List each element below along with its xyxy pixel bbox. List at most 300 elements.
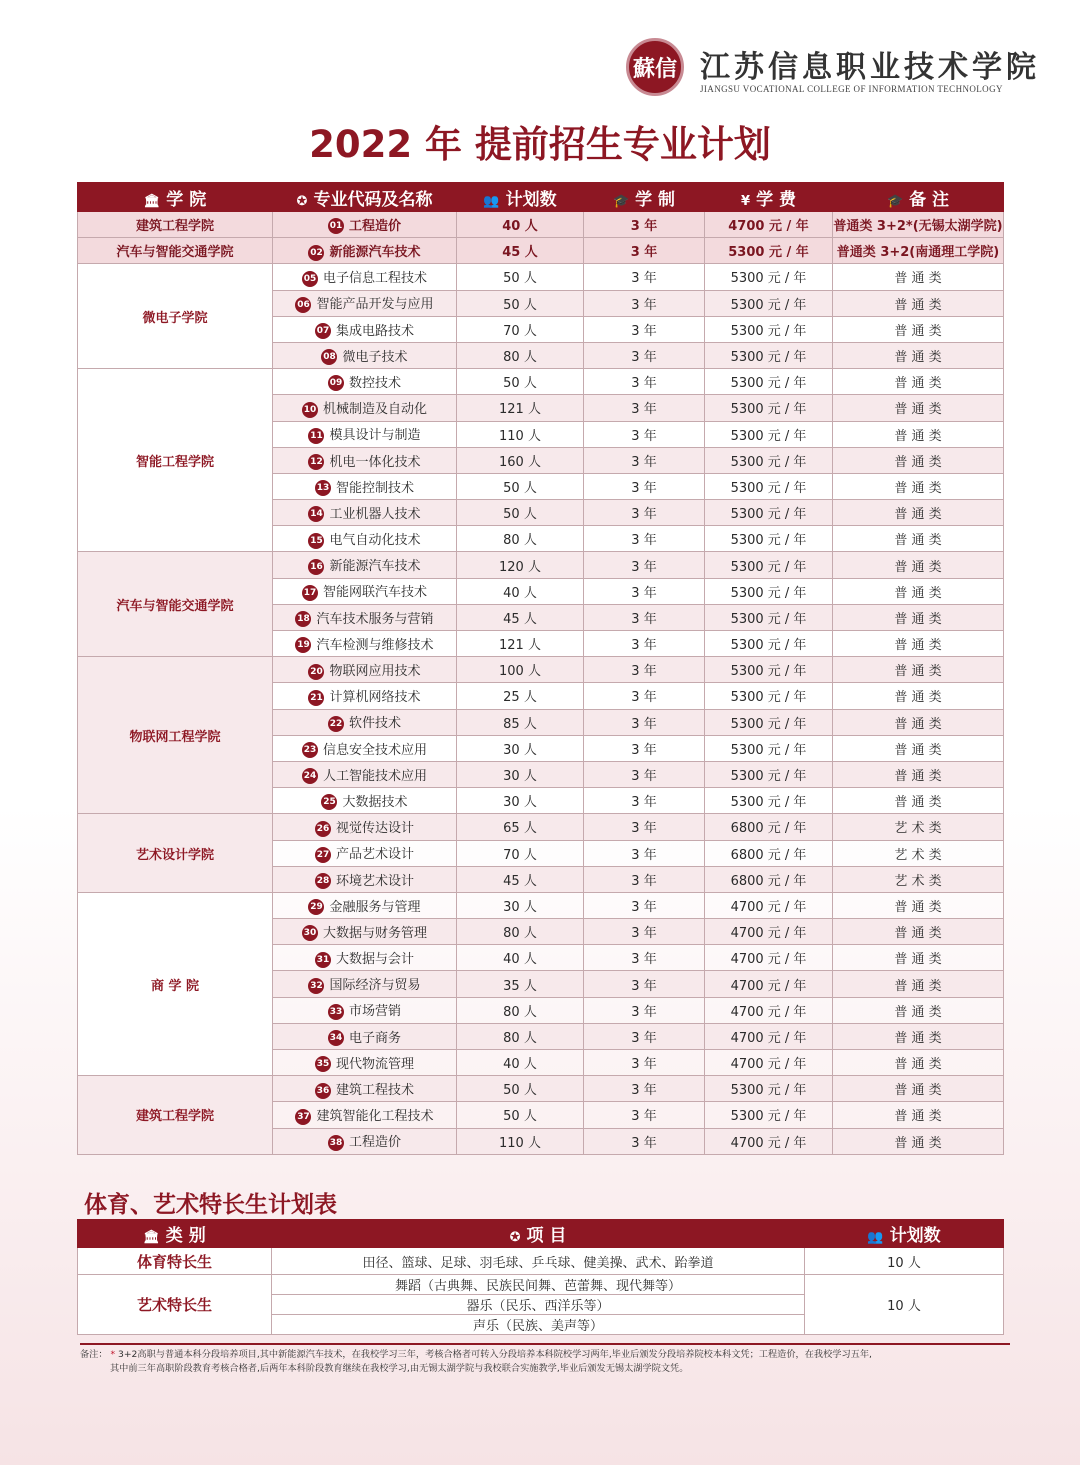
plan-count-cell: 110 人 — [457, 421, 584, 447]
program-code-badge: 28 — [315, 873, 331, 889]
note-cell: 普 通 类 — [833, 761, 1004, 787]
duration-cell: 3 年 — [584, 657, 705, 683]
plan-count-cell: 121 人 — [457, 631, 584, 657]
note-cell: 普 通 类 — [833, 788, 1004, 814]
header-fee: ¥ 学 费 — [705, 183, 833, 212]
program-cell — [273, 971, 457, 997]
note-cell: 普 通 类 — [833, 683, 1004, 709]
program-code-badge: 18 — [295, 611, 311, 627]
program-name: 汽车检测与维修技术 — [316, 637, 434, 653]
special-talent-table — [77, 1219, 1004, 1335]
program-code-badge: 13 — [315, 480, 331, 496]
program-name: 金融服务与管理 — [329, 899, 421, 915]
duration-cell: 3 年 — [584, 473, 705, 499]
note-cell: 普 通 类 — [833, 552, 1004, 578]
plan-count-cell: 50 人 — [457, 264, 584, 290]
plan-count-cell: 70 人 — [457, 316, 584, 342]
program-code-badge: 10 — [302, 402, 318, 418]
program-cell — [273, 264, 457, 290]
program-name: 建筑智能化工程技术 — [316, 1109, 434, 1125]
tuition-cell: 5300 元 / 年 — [705, 1076, 833, 1102]
program-code-badge: 09 — [328, 375, 344, 391]
note-cell: 普 通 类 — [833, 316, 1004, 342]
program-code-badge: 17 — [302, 585, 318, 601]
program-code-badge: 21 — [308, 690, 324, 706]
duration-cell: 3 年 — [584, 761, 705, 787]
tuition-cell: 4700 元 / 年 — [705, 1128, 833, 1154]
note-cell: 普 通 类 — [833, 604, 1004, 630]
note-cell: 普 通 类 — [833, 473, 1004, 499]
note-cell: 普 通 类 — [833, 892, 1004, 918]
duration-cell: 3 年 — [584, 264, 705, 290]
group-icon: 👥 — [867, 1230, 884, 1245]
program-cell — [273, 369, 457, 395]
note-cell: 普 通 类 — [833, 945, 1004, 971]
plan-count-cell: 110 人 — [457, 1128, 584, 1154]
college-cell: 建筑工程学院 — [78, 212, 273, 238]
table-row — [78, 814, 1004, 840]
tuition-cell: 5300 元 / 年 — [705, 683, 833, 709]
program-cell — [273, 709, 457, 735]
school-seal-logo: 蘇信 — [626, 38, 684, 96]
college-cell: 艺术设计学院 — [78, 814, 273, 893]
program-name: 大数据技术 — [342, 794, 408, 810]
program-name: 集成电路技术 — [335, 323, 414, 339]
program-name: 信息安全技术应用 — [322, 742, 427, 758]
program-code-badge: 05 — [302, 271, 318, 287]
note-cell: 普 通 类 — [833, 290, 1004, 316]
plan-count-cell: 50 人 — [457, 1102, 584, 1128]
plan-count-cell: 65 人 — [457, 814, 584, 840]
tuition-cell: 5300 元 / 年 — [705, 552, 833, 578]
program-code-badge: 32 — [308, 978, 324, 994]
special-item-cell: 声乐（民族、美声等） — [272, 1315, 805, 1335]
plan-count-cell: 30 人 — [457, 788, 584, 814]
program-name: 大数据与财务管理 — [322, 925, 427, 941]
plan-count-cell: 80 人 — [457, 342, 584, 368]
program-cell — [273, 316, 457, 342]
table-row — [78, 552, 1004, 578]
special-header-category: 🏛 类 别 — [78, 1220, 272, 1248]
college-cell: 智能工程学院 — [78, 369, 273, 552]
duration-cell: 3 年 — [584, 500, 705, 526]
program-cell — [273, 290, 457, 316]
header-college: 🏛 学 院 — [78, 183, 273, 212]
program-cell — [273, 1076, 457, 1102]
tuition-cell: 5300 元 / 年 — [705, 578, 833, 604]
program-code-badge: 30 — [302, 925, 318, 941]
plan-count-cell: 30 人 — [457, 735, 584, 761]
special-item-cell: 器乐（民乐、西洋乐等） — [272, 1295, 805, 1315]
duration-cell: 3 年 — [584, 238, 705, 264]
note-cell: 普 通 类 — [833, 631, 1004, 657]
program-code-badge: 23 — [302, 742, 318, 758]
program-cell — [273, 342, 457, 368]
program-name: 数控技术 — [348, 375, 401, 391]
program-name: 机电一体化技术 — [329, 454, 421, 470]
program-name: 视觉传达设计 — [335, 821, 414, 837]
header-note: 🎓 备 注 — [833, 183, 1004, 212]
program-code-badge: 27 — [315, 847, 331, 863]
program-cell — [273, 500, 457, 526]
program-name: 工程造价 — [348, 218, 401, 234]
program-code-badge: 08 — [321, 349, 337, 365]
special-category-cell: 艺术特长生 — [78, 1275, 272, 1335]
program-cell — [273, 238, 457, 264]
duration-cell: 3 年 — [584, 421, 705, 447]
program-cell — [273, 997, 457, 1023]
tuition-cell: 5300 元 / 年 — [705, 290, 833, 316]
program-cell — [273, 1023, 457, 1049]
header-program: ✪ 专业代码及名称 — [273, 183, 457, 212]
star-icon: ✪ — [509, 1230, 521, 1245]
program-name: 微电子技术 — [342, 349, 408, 365]
duration-cell: 3 年 — [584, 997, 705, 1023]
duration-cell: 3 年 — [584, 709, 705, 735]
plan-count-cell: 85 人 — [457, 709, 584, 735]
college-cell: 建筑工程学院 — [78, 1076, 273, 1155]
note-cell: 艺 术 类 — [833, 814, 1004, 840]
tuition-cell: 6800 元 / 年 — [705, 840, 833, 866]
featured-row — [78, 238, 1004, 264]
note-cell: 艺 术 类 — [833, 840, 1004, 866]
note-cell: 普 通 类 — [833, 526, 1004, 552]
duration-cell: 3 年 — [584, 919, 705, 945]
enrollment-plan-table — [77, 182, 1004, 1155]
plan-count-cell: 120 人 — [457, 552, 584, 578]
program-cell — [273, 892, 457, 918]
duration-cell: 3 年 — [584, 369, 705, 395]
note-cell: 普 通 类 — [833, 500, 1004, 526]
duration-cell: 3 年 — [584, 395, 705, 421]
program-code-badge: 02 — [308, 245, 324, 261]
tuition-cell: 5300 元 / 年 — [705, 604, 833, 630]
program-name: 汽车技术服务与营销 — [316, 611, 434, 627]
tuition-cell: 5300 元 / 年 — [705, 342, 833, 368]
tuition-cell: 4700 元 / 年 — [705, 997, 833, 1023]
special-plan-cell: 10 人 — [805, 1275, 1004, 1335]
plan-count-cell: 40 人 — [457, 945, 584, 971]
school-name: 江苏信息职业技术学院 — [700, 50, 1040, 85]
program-name: 工业机器人技术 — [329, 506, 421, 522]
program-code-badge: 12 — [308, 454, 324, 470]
tuition-cell: 5300 元 / 年 — [705, 657, 833, 683]
program-name: 机械制造及自动化 — [322, 402, 427, 418]
note-cell: 普 通 类 — [833, 578, 1004, 604]
duration-cell: 3 年 — [584, 866, 705, 892]
program-cell — [273, 395, 457, 421]
note-label: 备注： — [80, 1349, 108, 1360]
table-row — [78, 369, 1004, 395]
special-item-cell: 田径、篮球、足球、羽毛球、乒乓球、健美操、武术、跆拳道 — [272, 1248, 805, 1275]
program-code-badge: 37 — [295, 1109, 311, 1125]
duration-cell: 3 年 — [584, 735, 705, 761]
program-code-badge: 35 — [315, 1056, 331, 1072]
school-name-english: JIANGSU VOCATIONAL COLLEGE OF INFORMATION TECHNOLOGY — [700, 84, 1003, 94]
plan-count-cell: 80 人 — [457, 526, 584, 552]
plan-count-cell: 80 人 — [457, 919, 584, 945]
tuition-cell: 5300 元 / 年 — [705, 238, 833, 264]
tuition-cell: 5300 元 / 年 — [705, 735, 833, 761]
tuition-cell: 4700 元 / 年 — [705, 212, 833, 238]
program-cell — [273, 814, 457, 840]
duration-cell: 3 年 — [584, 447, 705, 473]
program-code-badge: 26 — [315, 821, 331, 837]
duration-cell: 3 年 — [584, 1128, 705, 1154]
graduate-icon: 🎓 — [612, 193, 630, 209]
note-cell: 普 通 类 — [833, 1023, 1004, 1049]
tuition-cell: 5300 元 / 年 — [705, 631, 833, 657]
note-cell: 普 通 类 — [833, 421, 1004, 447]
program-code-badge: 22 — [328, 716, 344, 732]
plan-count-cell: 25 人 — [457, 683, 584, 709]
program-code-badge: 15 — [308, 533, 324, 549]
plan-count-cell: 45 人 — [457, 866, 584, 892]
program-name: 新能源汽车技术 — [329, 559, 421, 575]
tuition-cell: 6800 元 / 年 — [705, 814, 833, 840]
tuition-cell: 5300 元 / 年 — [705, 447, 833, 473]
program-code-badge: 19 — [295, 637, 311, 653]
special-row — [78, 1248, 1004, 1275]
program-code-badge: 25 — [321, 794, 337, 810]
duration-cell: 3 年 — [584, 316, 705, 342]
college-cell: 商 学 院 — [78, 892, 273, 1075]
note-cell: 普 通 类 — [833, 342, 1004, 368]
tuition-cell: 5300 元 / 年 — [705, 395, 833, 421]
program-name: 电子商务 — [348, 1030, 401, 1046]
program-code-badge: 24 — [302, 768, 318, 784]
plan-count-cell: 80 人 — [457, 997, 584, 1023]
program-name: 电气自动化技术 — [329, 533, 421, 549]
tuition-cell: 5300 元 / 年 — [705, 1102, 833, 1128]
program-name: 国际经济与贸易 — [329, 978, 421, 994]
special-item-cell: 舞蹈（古典舞、民族民间舞、芭蕾舞、现代舞等） — [272, 1275, 805, 1295]
plan-count-cell: 100 人 — [457, 657, 584, 683]
plan-count-cell: 160 人 — [457, 447, 584, 473]
program-name: 物联网应用技术 — [329, 664, 421, 680]
tuition-cell: 5300 元 / 年 — [705, 526, 833, 552]
program-name: 计算机网络技术 — [329, 690, 421, 706]
duration-cell: 3 年 — [584, 290, 705, 316]
plan-count-cell: 70 人 — [457, 840, 584, 866]
plan-count-cell: 50 人 — [457, 1076, 584, 1102]
tuition-cell: 4700 元 / 年 — [705, 1050, 833, 1076]
special-header-row — [78, 1220, 1004, 1248]
college-cell: 汽车与智能交通学院 — [78, 238, 273, 264]
plan-count-cell: 45 人 — [457, 604, 584, 630]
program-name: 大数据与会计 — [335, 952, 414, 968]
duration-cell: 3 年 — [584, 631, 705, 657]
money-icon: ¥ — [741, 193, 751, 209]
program-code-badge: 31 — [315, 952, 331, 968]
program-code-badge: 38 — [328, 1135, 344, 1151]
special-category-cell: 体育特长生 — [78, 1248, 272, 1275]
program-cell — [273, 840, 457, 866]
note-cell: 普 通 类 — [833, 369, 1004, 395]
program-code-badge: 07 — [315, 323, 331, 339]
duration-cell: 3 年 — [584, 1102, 705, 1128]
program-code-badge: 34 — [328, 1030, 344, 1046]
special-plan-cell: 10 人 — [805, 1248, 1004, 1275]
duration-cell: 3 年 — [584, 840, 705, 866]
program-cell — [273, 447, 457, 473]
note-cell: 普 通 类 — [833, 1050, 1004, 1076]
college-cell: 物联网工程学院 — [78, 657, 273, 814]
star-icon: ✪ — [296, 193, 308, 209]
program-code-badge: 36 — [315, 1083, 331, 1099]
duration-cell: 3 年 — [584, 1076, 705, 1102]
note-star: * — [110, 1349, 116, 1360]
program-name: 电子信息工程技术 — [322, 271, 427, 287]
tuition-cell: 4700 元 / 年 — [705, 945, 833, 971]
duration-cell: 3 年 — [584, 971, 705, 997]
duration-cell: 3 年 — [584, 526, 705, 552]
plan-count-cell: 35 人 — [457, 971, 584, 997]
duration-cell: 3 年 — [584, 578, 705, 604]
duration-cell: 3 年 — [584, 1050, 705, 1076]
program-code-badge: 01 — [328, 218, 344, 234]
plan-count-cell: 40 人 — [457, 1050, 584, 1076]
note-cell: 普 通 类 — [833, 919, 1004, 945]
plan-count-cell: 121 人 — [457, 395, 584, 421]
tuition-cell: 5300 元 / 年 — [705, 369, 833, 395]
note-cell: 普通类 3+2*(无锡太湖学院) — [833, 212, 1004, 238]
program-cell — [273, 1128, 457, 1154]
note-cell: 普 通 类 — [833, 395, 1004, 421]
tuition-cell: 4700 元 / 年 — [705, 892, 833, 918]
program-cell — [273, 631, 457, 657]
program-cell — [273, 866, 457, 892]
note-cell: 普 通 类 — [833, 997, 1004, 1023]
program-cell — [273, 421, 457, 447]
plan-count-cell: 50 人 — [457, 369, 584, 395]
plan-count-cell: 80 人 — [457, 1023, 584, 1049]
plan-count-cell: 50 人 — [457, 500, 584, 526]
program-cell — [273, 919, 457, 945]
table-row — [78, 1076, 1004, 1102]
tuition-cell: 5300 元 / 年 — [705, 788, 833, 814]
note-cell: 普 通 类 — [833, 1128, 1004, 1154]
program-name: 智能网联汽车技术 — [322, 585, 427, 601]
program-cell — [273, 1102, 457, 1128]
duration-cell: 3 年 — [584, 892, 705, 918]
tuition-cell: 6800 元 / 年 — [705, 866, 833, 892]
program-cell — [273, 212, 457, 238]
special-talent-title: 体育、艺术特长生计划表 — [84, 1192, 337, 1218]
program-name: 环境艺术设计 — [335, 873, 414, 889]
program-name: 模具设计与制造 — [329, 428, 421, 444]
note-cell: 普 通 类 — [833, 657, 1004, 683]
program-name: 市场营销 — [348, 1004, 401, 1020]
plan-count-cell: 40 人 — [457, 212, 584, 238]
table-row — [78, 264, 1004, 290]
note-cell: 普 通 类 — [833, 971, 1004, 997]
tuition-cell: 5300 元 / 年 — [705, 500, 833, 526]
tuition-cell: 4700 元 / 年 — [705, 1023, 833, 1049]
program-code-badge: 06 — [295, 297, 311, 313]
duration-cell: 3 年 — [584, 212, 705, 238]
note-cell: 普 通 类 — [833, 735, 1004, 761]
note-cell: 艺 术 类 — [833, 866, 1004, 892]
program-cell — [273, 473, 457, 499]
graduation-cap-icon: 🎓 — [886, 193, 904, 209]
tuition-cell: 5300 元 / 年 — [705, 709, 833, 735]
header-years: 🎓 学 制 — [584, 183, 705, 212]
building-icon: 🏛 — [143, 193, 161, 209]
plan-count-cell: 40 人 — [457, 578, 584, 604]
plan-count-cell: 30 人 — [457, 892, 584, 918]
note-line-1: 3+2高职与普通本科分段培养项目,其中新能源汽车技术，在我校学习三年，考核合格者可转入分段培养本科院校学习两年,毕业后颁发分段培养院校本科文凭；工程造价，在我校学习五年, — [118, 1349, 872, 1360]
tuition-cell: 5300 元 / 年 — [705, 761, 833, 787]
program-cell — [273, 761, 457, 787]
note-cell: 普 通 类 — [833, 1076, 1004, 1102]
program-name: 产品艺术设计 — [335, 847, 414, 863]
tuition-cell: 4700 元 / 年 — [705, 971, 833, 997]
special-header-items: ✪ 项 目 — [272, 1220, 805, 1248]
duration-cell: 3 年 — [584, 683, 705, 709]
plan-count-cell: 45 人 — [457, 238, 584, 264]
program-code-badge: 33 — [328, 1004, 344, 1020]
note-cell: 普 通 类 — [833, 264, 1004, 290]
program-name: 工程造价 — [348, 1135, 401, 1151]
program-code-badge: 29 — [308, 899, 324, 915]
program-cell — [273, 735, 457, 761]
duration-cell: 3 年 — [584, 552, 705, 578]
program-cell — [273, 788, 457, 814]
note-cell: 普通类 3+2(南通理工学院) — [833, 238, 1004, 264]
table-row — [78, 892, 1004, 918]
program-cell — [273, 1050, 457, 1076]
group-icon: 👥 — [483, 193, 500, 209]
tuition-cell: 5300 元 / 年 — [705, 264, 833, 290]
note-cell: 普 通 类 — [833, 1102, 1004, 1128]
tuition-cell: 5300 元 / 年 — [705, 473, 833, 499]
program-cell — [273, 683, 457, 709]
program-cell — [273, 526, 457, 552]
duration-cell: 3 年 — [584, 788, 705, 814]
program-name: 现代物流管理 — [335, 1056, 414, 1072]
plan-count-cell: 50 人 — [457, 473, 584, 499]
duration-cell: 3 年 — [584, 1023, 705, 1049]
program-code-badge: 14 — [308, 506, 324, 522]
program-code-badge: 16 — [308, 559, 324, 575]
program-name: 智能控制技术 — [335, 480, 414, 496]
program-name: 软件技术 — [348, 716, 401, 732]
plan-count-cell: 50 人 — [457, 290, 584, 316]
program-name: 人工智能技术应用 — [322, 768, 427, 784]
plan-count-cell: 30 人 — [457, 761, 584, 787]
duration-cell: 3 年 — [584, 814, 705, 840]
duration-cell: 3 年 — [584, 342, 705, 368]
table-header-row — [78, 183, 1004, 212]
tuition-cell: 5300 元 / 年 — [705, 316, 833, 342]
program-cell — [273, 578, 457, 604]
note-cell: 普 通 类 — [833, 709, 1004, 735]
header-plan: 👥 计划数 — [457, 183, 584, 212]
program-code-badge: 11 — [308, 428, 324, 444]
program-name: 新能源汽车技术 — [329, 245, 421, 261]
footnote — [80, 1343, 1010, 1376]
duration-cell: 3 年 — [584, 604, 705, 630]
program-cell — [273, 945, 457, 971]
program-cell — [273, 657, 457, 683]
program-name: 智能产品开发与应用 — [316, 297, 434, 313]
note-line-2: 其中前三年高职阶段教育考核合格者,后两年本科阶段教育继续在我校学习,由无锡太湖学院与我校联合实施教学,毕业后颁发无锡太湖学院文凭。 — [110, 1363, 689, 1374]
building-icon: 🏛 — [143, 1230, 160, 1245]
college-cell: 汽车与智能交通学院 — [78, 552, 273, 657]
featured-row — [78, 212, 1004, 238]
tuition-cell: 5300 元 / 年 — [705, 421, 833, 447]
